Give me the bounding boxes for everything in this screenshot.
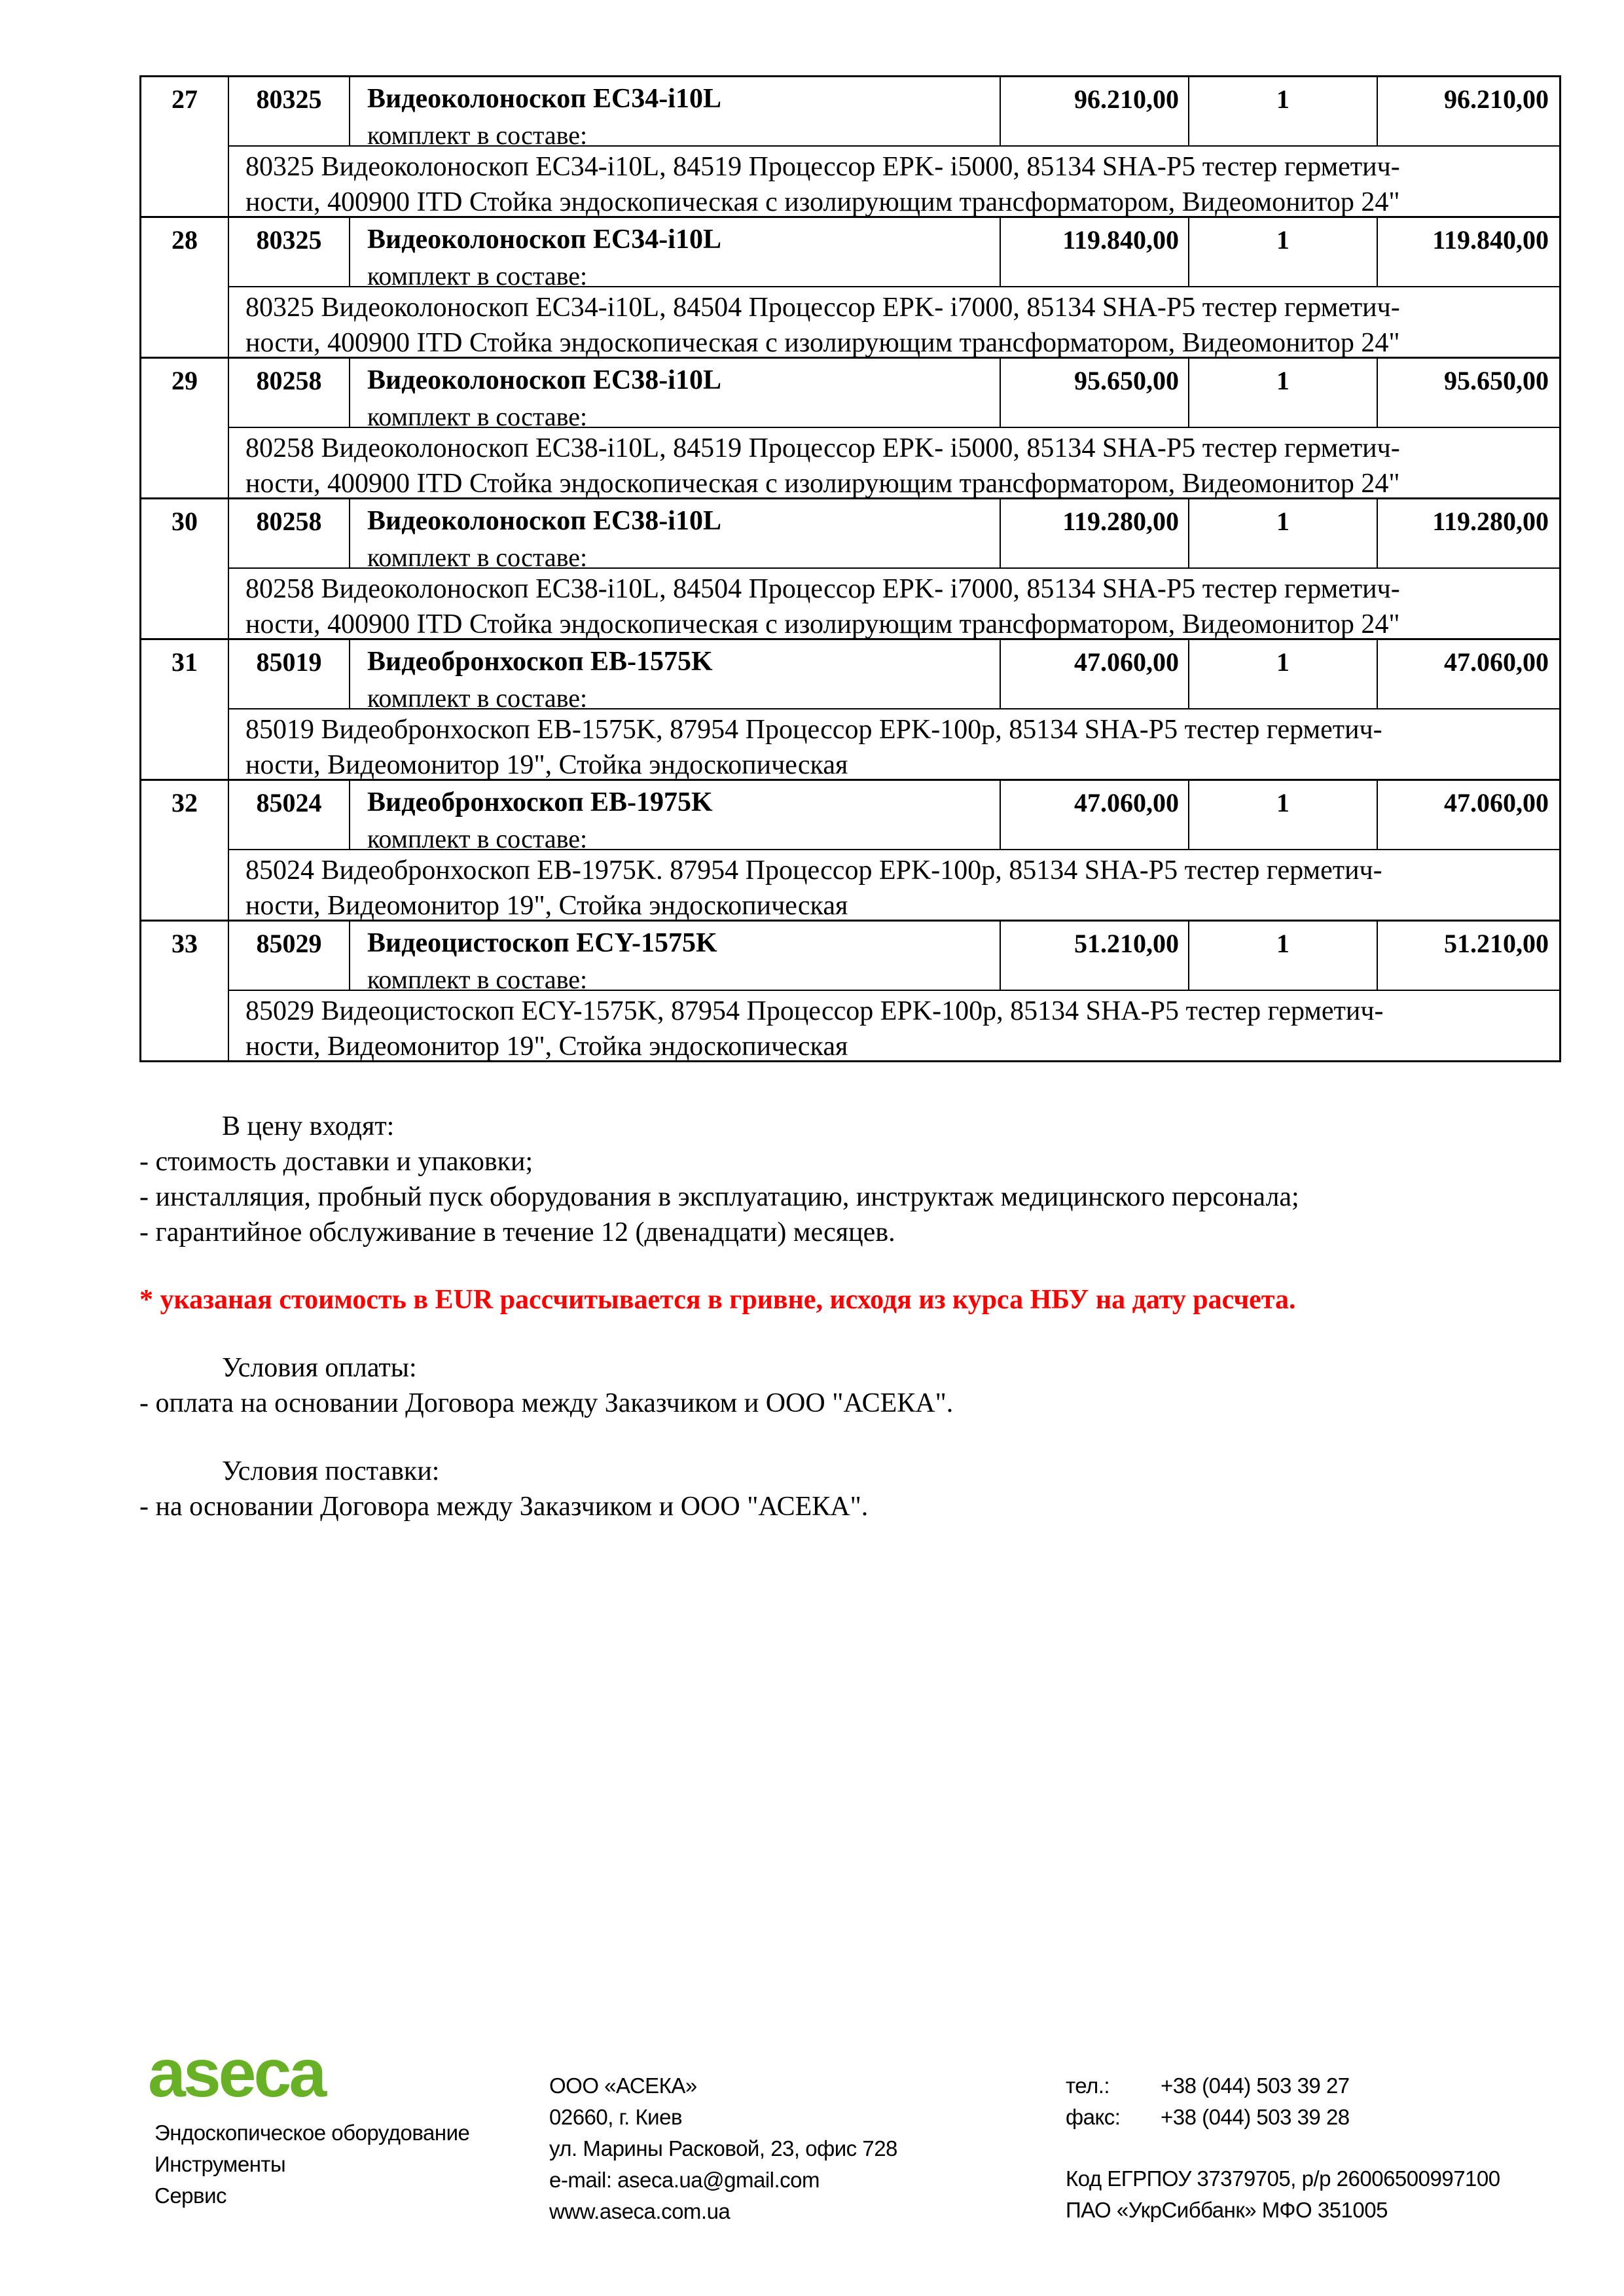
row-number: 33 xyxy=(141,922,229,1060)
description-line: ности, 400900 ITD Стойка эндоскопическая с изолирующим трансформатором, Видеомонитор 24" xyxy=(245,187,1400,216)
description-line: 80325 Видеоколоноскоп EC34-i10L, 84519 Процессор EPK- i5000, 85134 SHA-P5 тестер герметич- xyxy=(245,152,1400,182)
footer-company-city: 02660, г. Киев xyxy=(549,2105,682,2129)
item-price: 47.060,00 xyxy=(1001,640,1189,709)
item-name: Видеоколоноскоп EC38-i10L xyxy=(367,365,721,395)
item-qty: 1 xyxy=(1189,359,1378,428)
table-row xyxy=(141,497,1559,638)
item-qty: 1 xyxy=(1189,218,1378,287)
footer-tagline: Сервис xyxy=(154,2183,227,2208)
footer-bank-registration: Код ЕГРПОУ 37379705, р/р 26006500997100 xyxy=(1066,2166,1500,2191)
item-subname: комплект в составе: xyxy=(367,261,588,287)
table-row xyxy=(141,779,1559,920)
footer-company-website: www.aseca.com.ua xyxy=(549,2199,731,2223)
row-number: 30 xyxy=(141,499,229,638)
price-includes-item: - инсталляция, пробный пуск оборудования в эксплуатацию, инструктаж медицинского персонала; xyxy=(139,1182,1299,1212)
item-qty: 1 xyxy=(1189,77,1378,147)
item-code: 80325 xyxy=(229,218,350,287)
footer-company-street: ул. Марины Расковой, 23, офис 728 xyxy=(549,2136,897,2161)
footer-fax-value: +38 (044) 503 39 28 xyxy=(1161,2105,1350,2129)
row-number: 28 xyxy=(141,218,229,357)
item-name: Видеобронхоскоп EB-1575K xyxy=(367,647,713,677)
item-description xyxy=(229,428,1559,497)
item-code: 80258 xyxy=(229,359,350,428)
description-line: 80258 Видеоколоноскоп EC38-i10L, 84519 Процессор EPK- i5000, 85134 SHA-P5 тестер герметич- xyxy=(245,433,1400,463)
item-total: 47.060,00 xyxy=(1378,781,1559,850)
item-name: Видеоколоноскоп EC34-i10L xyxy=(367,224,721,255)
table-row xyxy=(141,357,1559,497)
footer-phone-label: тел.: xyxy=(1066,2073,1110,2098)
item-price: 51.210,00 xyxy=(1001,922,1189,991)
price-includes-item: - стоимость доставки и упаковки; xyxy=(139,1147,533,1177)
row-number: 32 xyxy=(141,781,229,920)
description-line: 85019 Видеобронхоскоп EB-1575K, 87954 Процессор EPK-100p, 85134 SHA-P5 тестер герметич- xyxy=(245,715,1382,745)
description-line: 85024 Видеобронхоскоп EB-1975K. 87954 Процессор EPK-100p, 85134 SHA-P5 тестер герметич- xyxy=(245,855,1382,886)
item-subname: комплект в составе: xyxy=(367,543,588,569)
description-line: ности, Видеомонитор 19", Стойка эндоскопическая xyxy=(245,1031,848,1060)
footer-bank-name: ПАО «УкрСиббанк» МФО 351005 xyxy=(1066,2198,1388,2222)
item-name-cell xyxy=(350,922,1001,991)
delivery-terms-title: Условия поставки: xyxy=(222,1456,440,1486)
item-name-cell xyxy=(350,640,1001,709)
item-description xyxy=(229,991,1559,1060)
item-subname: комплект в составе: xyxy=(367,824,588,850)
description-line: ности, Видеомонитор 19", Стойка эндоскопическая xyxy=(245,891,848,920)
payment-terms-line: - оплата на основании Договора между Заказчиком и ООО "АСЕКА". xyxy=(139,1388,954,1418)
row-number: 27 xyxy=(141,77,229,216)
item-description xyxy=(229,569,1559,638)
table-row xyxy=(141,638,1559,779)
item-code: 85024 xyxy=(229,781,350,850)
item-total: 95.650,00 xyxy=(1378,359,1559,428)
item-qty: 1 xyxy=(1189,640,1378,709)
table-row xyxy=(141,920,1559,1060)
item-description xyxy=(229,709,1559,779)
item-price: 119.280,00 xyxy=(1001,499,1189,569)
table-row xyxy=(141,75,1559,216)
item-qty: 1 xyxy=(1189,922,1378,991)
footer-company-email: e-mail: aseca.ua@gmail.com xyxy=(549,2168,820,2192)
eur-exchange-note: * указаная стоимость в EUR рассчитывается в гривне, исходя из курса НБУ на дату расчета. xyxy=(139,1285,1296,1315)
price-includes-title: В цену входят: xyxy=(222,1111,395,1141)
item-subname: комплект в составе: xyxy=(367,402,588,428)
item-name-cell xyxy=(350,218,1001,287)
item-description xyxy=(229,147,1559,216)
item-name-cell xyxy=(350,359,1001,428)
item-description xyxy=(229,287,1559,357)
item-subname: комплект в составе: xyxy=(367,965,588,991)
description-line: ности, 400900 ITD Стойка эндоскопическая с изолирующим трансформатором, Видеомонитор 24" xyxy=(245,609,1400,638)
item-name-cell xyxy=(350,77,1001,147)
item-name: Видеоколоноскоп EC34-i10L xyxy=(367,84,721,114)
item-price: 47.060,00 xyxy=(1001,781,1189,850)
item-total: 119.840,00 xyxy=(1378,218,1559,287)
items-table xyxy=(139,75,1561,1062)
row-number: 31 xyxy=(141,640,229,779)
item-name: Видеоколоноскоп EC38-i10L xyxy=(367,506,721,536)
item-price: 119.840,00 xyxy=(1001,218,1189,287)
payment-terms-title: Условия оплаты: xyxy=(222,1353,417,1383)
table-row xyxy=(141,216,1559,357)
item-code: 80325 xyxy=(229,77,350,147)
item-name-cell xyxy=(350,781,1001,850)
item-name: Видеоцистоскоп ECY-1575K xyxy=(367,928,717,958)
footer-phone-value: +38 (044) 503 39 27 xyxy=(1161,2073,1350,2098)
item-price: 95.650,00 xyxy=(1001,359,1189,428)
description-line: 80325 Видеоколоноскоп EC34-i10L, 84504 Процессор EPK- i7000, 85134 SHA-P5 тестер герметич- xyxy=(245,293,1400,323)
item-total: 51.210,00 xyxy=(1378,922,1559,991)
item-qty: 1 xyxy=(1189,781,1378,850)
delivery-terms-line: - на основании Договора между Заказчиком и ООО "АСЕКА". xyxy=(139,1492,869,1522)
item-name: Видеобронхоскоп EB-1975K xyxy=(367,787,713,817)
item-price: 96.210,00 xyxy=(1001,77,1189,147)
description-line: 80258 Видеоколоноскоп EC38-i10L, 84504 Процессор EPK- i7000, 85134 SHA-P5 тестер герметич- xyxy=(245,574,1400,604)
row-number: 29 xyxy=(141,359,229,497)
item-code: 85029 xyxy=(229,922,350,991)
description-line: ности, 400900 ITD Стойка эндоскопическая с изолирующим трансформатором, Видеомонитор 24" xyxy=(245,469,1400,497)
item-description xyxy=(229,850,1559,920)
item-qty: 1 xyxy=(1189,499,1378,569)
footer-fax-label: факс: xyxy=(1066,2105,1121,2129)
item-total: 119.280,00 xyxy=(1378,499,1559,569)
description-line: ности, Видеомонитор 19", Стойка эндоскопическая xyxy=(245,750,848,779)
item-subname: комплект в составе: xyxy=(367,683,588,709)
description-line: 85029 Видеоцистоскоп ECY-1575K, 87954 Процессор EPK-100p, 85134 SHA-P5 тестер герметич- xyxy=(245,996,1384,1026)
description-line: ности, 400900 ITD Стойка эндоскопическая с изолирующим трансформатором, Видеомонитор 24" xyxy=(245,328,1400,357)
price-includes-item: - гарантийное обслуживание в течение 12 (двенадцати) месяцев. xyxy=(139,1217,895,1247)
footer-tagline: Инструменты xyxy=(154,2152,286,2176)
item-code: 85019 xyxy=(229,640,350,709)
item-total: 96.210,00 xyxy=(1378,77,1559,147)
footer-company-name: ООО «АСЕКА» xyxy=(549,2073,697,2098)
item-code: 80258 xyxy=(229,499,350,569)
item-subname: комплект в составе: xyxy=(367,120,588,147)
item-total: 47.060,00 xyxy=(1378,640,1559,709)
footer-tagline: Эндоскопическое оборудование xyxy=(154,2121,470,2145)
item-name-cell xyxy=(350,499,1001,569)
aseca-logo: aseca xyxy=(148,2036,325,2111)
